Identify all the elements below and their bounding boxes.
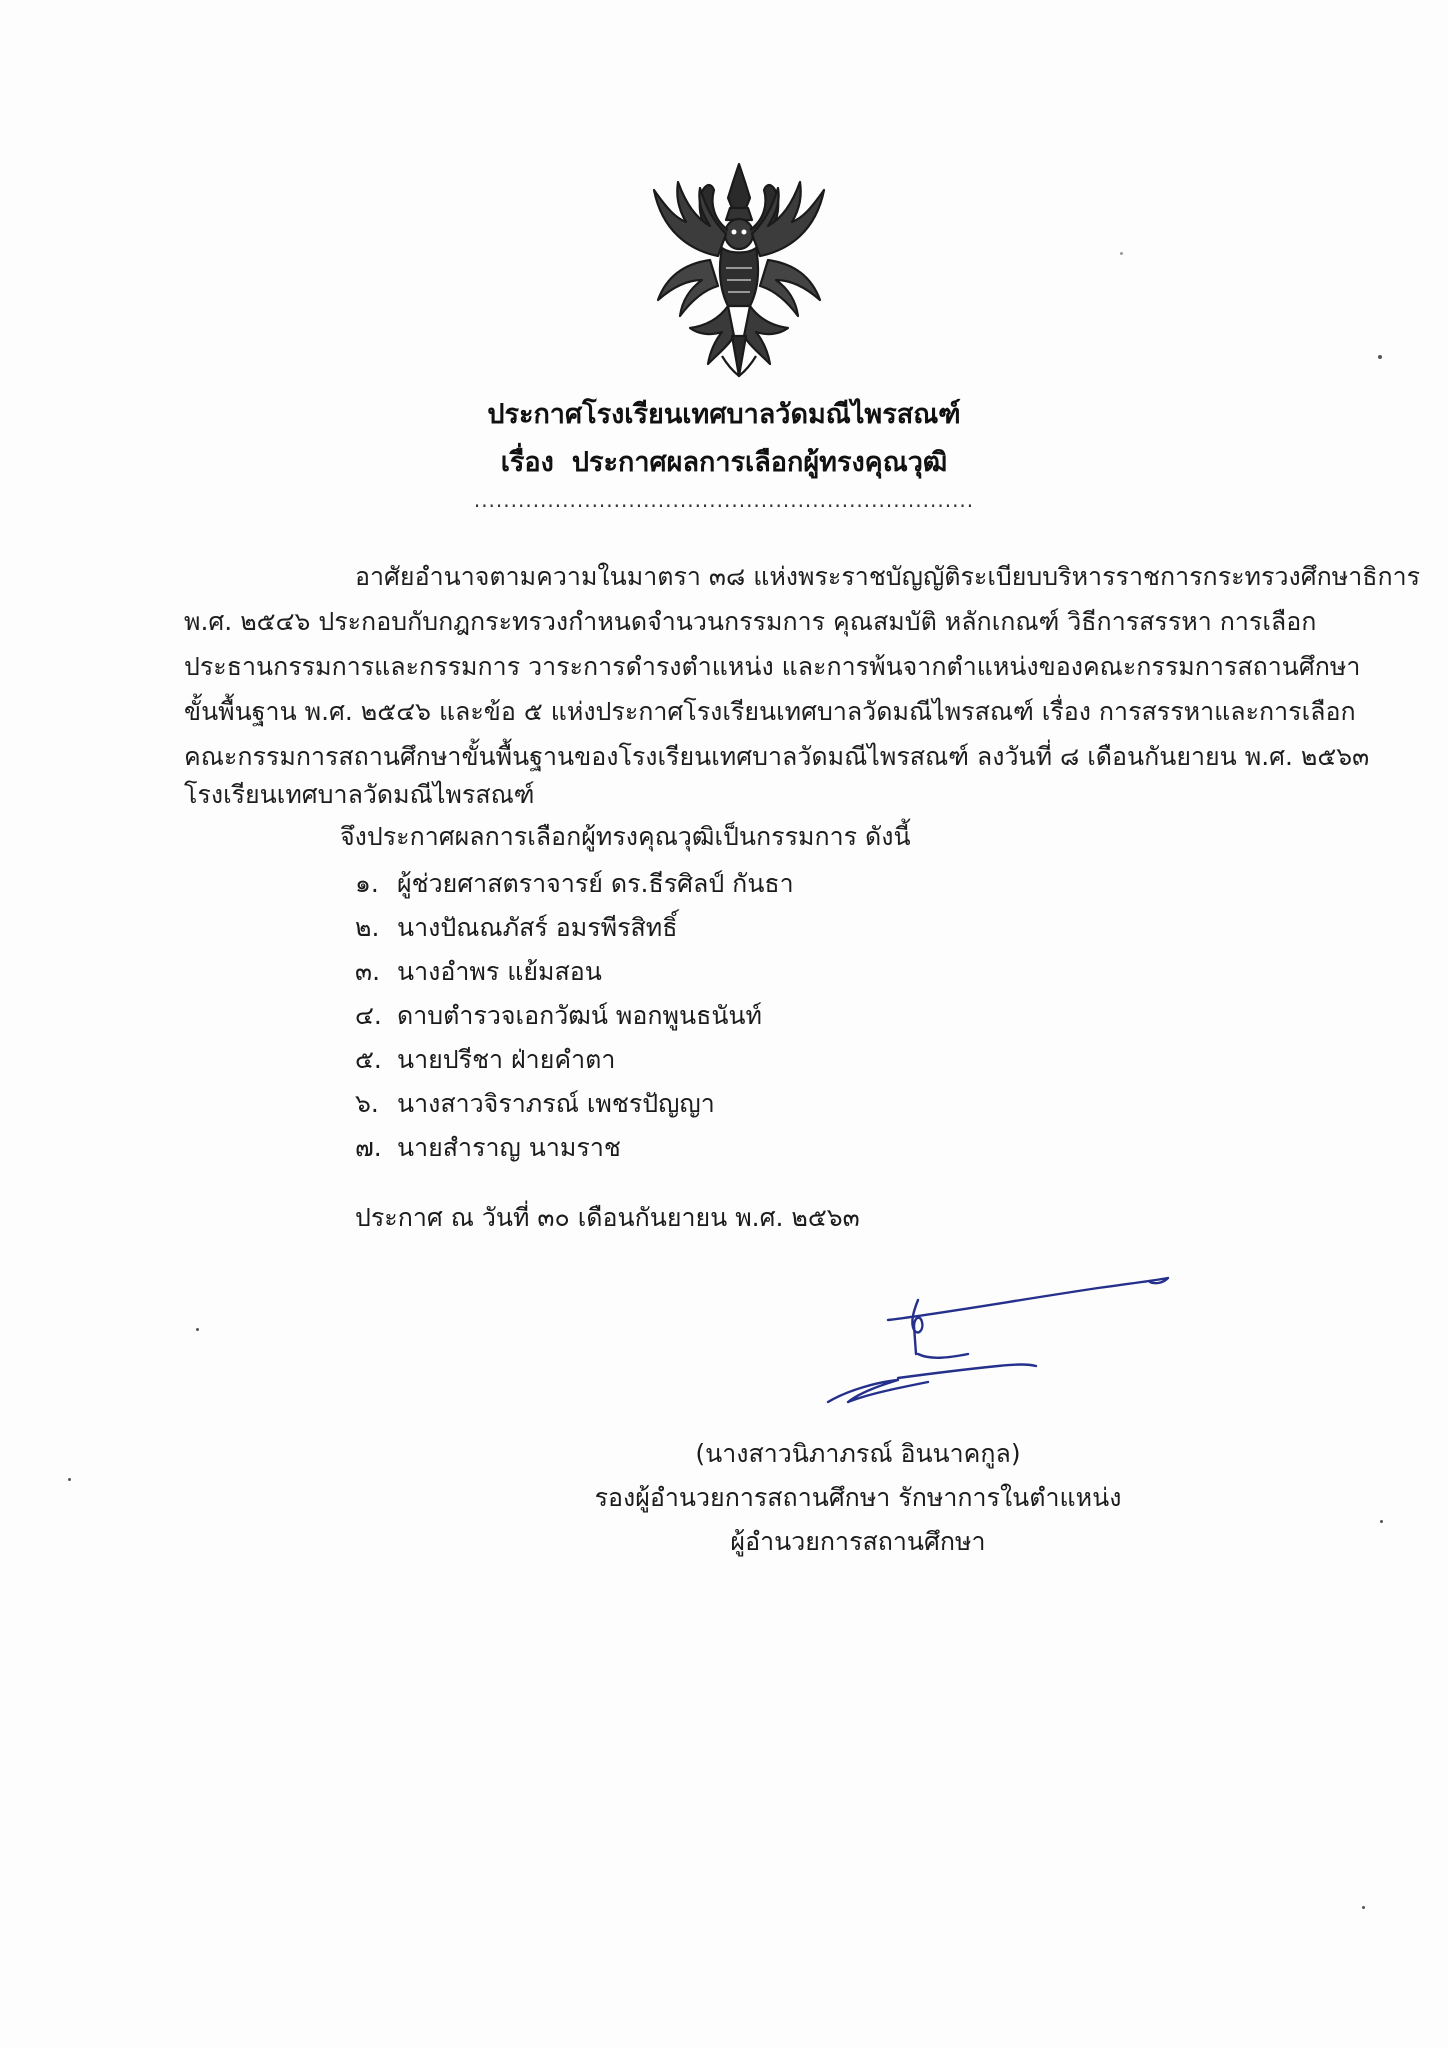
body-line-6: โรงเรียนเทศบาลวัดมณีไพรสณฑ์ [184,780,535,809]
member-name: ผู้ช่วยศาสตราจารย์ ดร.ธีรศิลป์ กันธา [397,869,794,898]
member-list [355,862,794,1170]
dotted-separator: .................................................................... [473,488,975,512]
item-number: ๖. [355,1089,379,1118]
handwritten-signature [818,1270,1178,1420]
member-name: ดาบตำรวจเอกวัฒน์ พอกพูนธนันท์ [397,1001,763,1030]
body-line-2: พ.ศ. ๒๕๔๖ ประกอบกับกฎกระทรวงกำหนดจำนวนกรรมการ คุณสมบัติ หลักเกณฑ์ วิธีการสรรหา การเลือก [184,607,1317,636]
signatory-block [578,1432,1138,1564]
list-item [355,950,794,994]
scan-speck [1362,1906,1365,1909]
body-line-5: คณะกรรมการสถานศึกษาขั้นพื้นฐานของโรงเรียนเทศบาลวัดมณีไพรสณฑ์ ลงวันที่ ๘ เดือนกันยายน พ.ศ. ๒๕๖๓ [184,742,1370,771]
list-item [355,994,794,1038]
member-name: นางสาวจิราภรณ์ เพชรปัญญา [397,1089,715,1118]
member-name: นายสำราญ นามราช [397,1133,621,1162]
signatory-name: (นางสาวนิภาภรณ์ อินนาคกูล) [695,1439,1021,1468]
garuda-emblem [648,160,830,380]
member-name: นายปรีชา ฝ่ายคำตา [397,1045,616,1074]
list-item [355,1038,794,1082]
scan-speck [1380,1520,1383,1523]
announcement-title: ประกาศโรงเรียนเทศบาลวัดมณีไพรสณฑ์ [487,399,961,430]
subject-text: ประกาศผลการเลือกผู้ทรงคุณวุฒิ [571,447,948,478]
signatory-position-title: ผู้อำนวยการสถานศึกษา [730,1527,986,1556]
scan-speck [1120,252,1123,255]
item-number: ๗. [355,1133,382,1162]
body-line-4: ขั้นพื้นฐาน พ.ศ. ๒๕๔๖ และข้อ ๕ แห่งประกาศโรงเรียนเทศบาลวัดมณีไพรสณฑ์ เรื่อง การสรรหาและการเลือก [184,697,1356,726]
announcement-subject [0,440,1448,483]
body-line-1: อาศัยอำนาจตามความในมาตรา ๓๘ แห่งพระราชบัญญัติระเบียบบริหารราชการกระทรวงศึกษาธิการ [355,562,1421,591]
scan-speck [68,1478,71,1481]
scan-speck [1378,355,1382,359]
item-number: ๑. [355,869,379,898]
announcement-date: ประกาศ ณ วันที่ ๓๐ เดือนกันยายน พ.ศ. ๒๕๖๓ [355,1203,860,1232]
member-name: นางอำพร แย้มสอน [397,957,602,986]
announce-line: จึงประกาศผลการเลือกผู้ทรงคุณวุฒิเป็นกรรมการ ดังนี้ [340,822,911,851]
list-item [355,906,794,950]
scan-speck [196,1328,199,1331]
list-item [355,1082,794,1126]
item-number: ๕. [355,1045,382,1074]
body-line-3: ประธานกรรมการและกรรมการ วาระการดำรงตำแหน่ง และการพ้นจากตำแหน่งของคณะกรรมการสถานศึกษา [184,652,1361,681]
item-number: ๓. [355,957,381,986]
item-number: ๒. [355,913,380,942]
list-item [355,862,794,906]
member-name: นางปัณณภัสร์ อมรพีรสิทธิ์ [397,913,678,942]
signatory-position: รองผู้อำนวยการสถานศึกษา รักษาการในตำแหน่ง [594,1483,1122,1512]
subject-label: เรื่อง [500,447,554,478]
list-item [355,1126,794,1170]
item-number: ๔. [355,1001,382,1030]
